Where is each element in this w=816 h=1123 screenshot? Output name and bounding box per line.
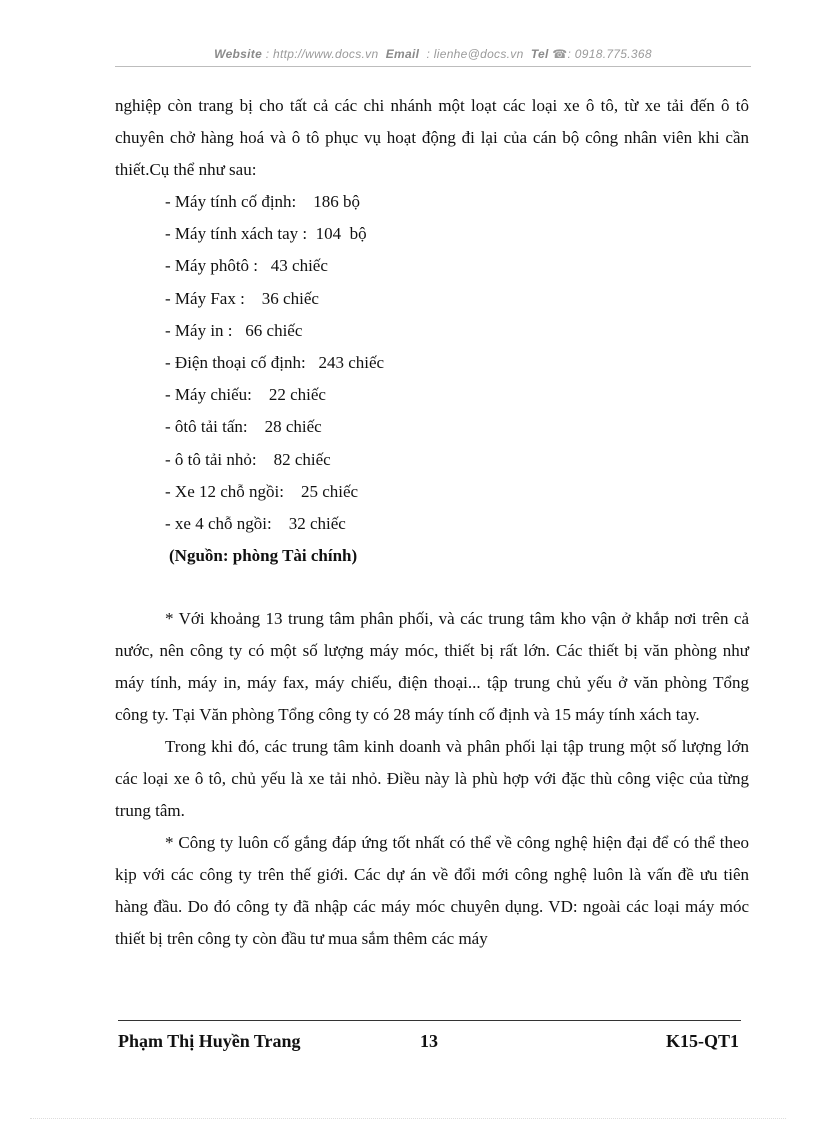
- list-item: - Máy tính cố định: 186 bộ: [165, 192, 361, 211]
- website-url[interactable]: : http://www.docs.vn: [265, 47, 379, 61]
- list-item: - Điện thoại cố định: 243 chiếc: [165, 353, 385, 373]
- list-item: - Máy tính xách tay : 104 bộ: [165, 224, 367, 244]
- equipment-list: [115, 186, 749, 540]
- bottom-border: [30, 1118, 786, 1119]
- footer-divider: [118, 1020, 741, 1021]
- email-value[interactable]: : lienhe@docs.vn: [426, 47, 524, 61]
- class-code: K15-QT1: [665, 1031, 739, 1051]
- spacer: [115, 572, 749, 603]
- intro-paragraph: nghiệp còn trang bị cho tất cả các chi nhánh một loạt các loại xe ô tô, từ xe tải đến ô tô chuyên chở hàng hoá và ô tô phục vụ hoạt động đi lại của cán bộ công nhân viên khi cần thiết.Cụ thể như sau:: [115, 96, 749, 179]
- website-label: Website: [214, 47, 263, 61]
- page-header: [115, 47, 751, 61]
- list-item: - Máy Fax : 36 chiếc: [165, 288, 319, 308]
- list-item: - Máy chiếu: 22 chiếc: [165, 385, 326, 405]
- list-item: - ô tô tải nhỏ: 82 chiếc: [165, 449, 331, 469]
- list-item: - Xe 12 chỗ ngồi: 25 chiếc: [165, 481, 359, 501]
- list-item: - xe 4 chỗ ngồi: 32 chiếc: [165, 514, 346, 534]
- paragraph-1: * Với khoảng 13 trung tâm phân phối, và các trung tâm kho vận ở khắp nơi trên cả nước, nên công ty có một số lượng máy móc, thiết bị rất lớn. Các thiết bị văn phòng như máy tính, máy in, máy fax, máy chiếu, điện thoại... tập trung chủ yếu ở văn phòng Tổng công ty. Tại Văn phòng Tổng công ty có 28 máy tính cố định và 15 máy tính xách tay.: [115, 609, 749, 725]
- list-item: - ôtô tải tấn: 28 chiếc: [165, 417, 322, 437]
- paragraph-2: Trong khi đó, các trung tâm kinh doanh và phân phối lại tập trung một số lượng lớn các loại xe ô tô, chủ yếu là xe tải nhỏ. Điều này là phù hợp với đặc thù công việc của từng trung tâm.: [115, 737, 749, 821]
- list-item: - Máy phôtô : 43 chiếc: [165, 256, 328, 276]
- phone-icon: ☎: [552, 47, 568, 61]
- header-divider: [115, 66, 751, 67]
- tel-value: : 0918.775.368: [567, 47, 652, 61]
- author-name: Phạm Thị Huyền Trang: [118, 1031, 301, 1051]
- paragraph-3: * Công ty luôn cố gắng đáp ứng tốt nhất có thể về công nghệ hiện đại để có thể theo kịp với các công ty trên thế giới. Các dự án về đổi mới công nghệ luôn là vấn đề ưu tiên hàng đầu. Do đó công ty đã nhập các máy móc chuyên dụng. VD: ngoài các loại máy móc thiết bị trên công ty còn đầu tư mua sắm thêm các máy: [115, 833, 749, 949]
- tel-label: Tel: [530, 47, 549, 61]
- email-label: Email: [385, 47, 420, 61]
- document-body: [115, 90, 749, 955]
- list-item: - Máy in : 66 chiếc: [165, 320, 303, 340]
- page-number: 13: [420, 1031, 438, 1051]
- source-note: (Nguồn: phòng Tài chính): [169, 546, 358, 566]
